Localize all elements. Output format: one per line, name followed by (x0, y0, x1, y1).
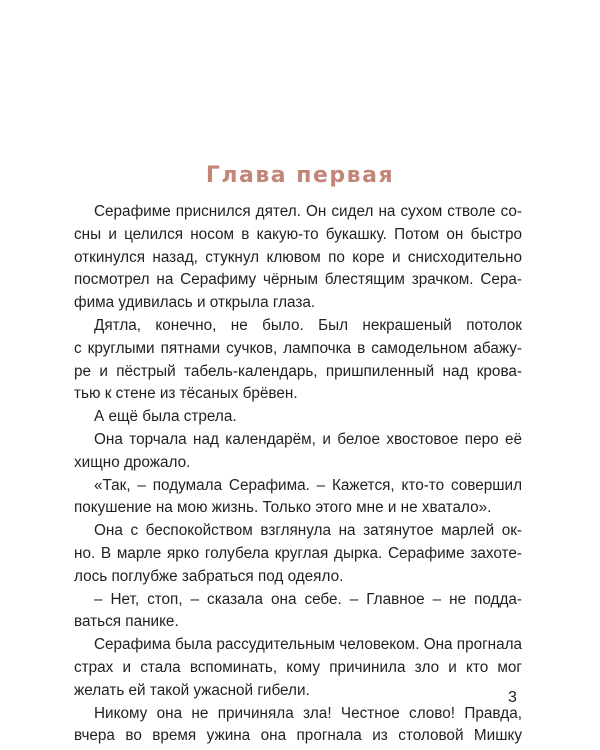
text-line: но. В марле ярко голубела круглая дырка. Серафиме захоте- (74, 544, 522, 562)
text-line: – Нет, стоп, – сказала она себе. – Главное – не подда- (94, 590, 522, 608)
text-line: хищно дрожало. (74, 453, 191, 471)
text-line: Серафима была рассудительным человеком. Она прогнала (94, 636, 523, 654)
text-line: вчера во время ужина она прогнала из столовой Мишку (74, 727, 522, 745)
paragraph (74, 589, 522, 635)
paragraph (74, 201, 522, 315)
paragraph (74, 429, 522, 475)
text-line: Она с беспокойством взглянула на затянутое марлей ок- (94, 522, 522, 540)
text-line: Дятла, конечно, не было. Был некрашеный потолок (94, 316, 522, 334)
paragraph (74, 475, 522, 521)
text-line: желать ей такой ужасной гибели. (74, 681, 310, 699)
paragraph (74, 703, 522, 749)
text-line: тью к стене из тёсаных брёвен. (74, 385, 298, 403)
text-line: покушение на мою жизнь. Только этого мне и не хватало». (74, 499, 492, 517)
text-line: посмотрел на Серафиму чёрным блестящим зрачком. Сера- (74, 271, 522, 289)
paragraph (74, 315, 522, 406)
paragraph (74, 520, 522, 588)
text-line: Никому она не причиняла зла! Честное слово! Правда, (94, 704, 522, 722)
paragraph (74, 406, 522, 429)
text-line: ваться панике. (74, 613, 179, 631)
text-line: Серафиме приснился дятел. Он сидел на сухом стволе со- (94, 203, 522, 220)
text-line: откинулся назад, стукнул клювом по коре и снисходительно (74, 248, 522, 266)
text-line: сны и целился носом в какую-то букашку. Потом он быстро (74, 225, 522, 243)
text-line: А ещё была стрела. (94, 408, 237, 426)
text-line: «Так, – подумала Серафима. – Кажется, кто-то совершил (94, 476, 522, 494)
text-line: страх и стала вспоминать, кому причинила зло и кто мог (74, 658, 522, 676)
paragraph (74, 634, 522, 702)
body-text (74, 201, 522, 748)
page-number: 3 (508, 689, 517, 706)
text-line: ре и пёстрый табель-календарь, пришпиленный над крова- (74, 362, 522, 380)
chapter-title: Глава первая (205, 163, 395, 188)
text-line: лось поглубже забраться под одеяло. (74, 567, 344, 585)
text-line: с круглыми пятнами сучков, лампочка в самодельном абажу- (74, 339, 522, 357)
text-line: Она торчала над календарём, и белое хвостовое перо её (94, 430, 522, 448)
text-line: фима удивилась и открыла глаза. (74, 294, 316, 312)
